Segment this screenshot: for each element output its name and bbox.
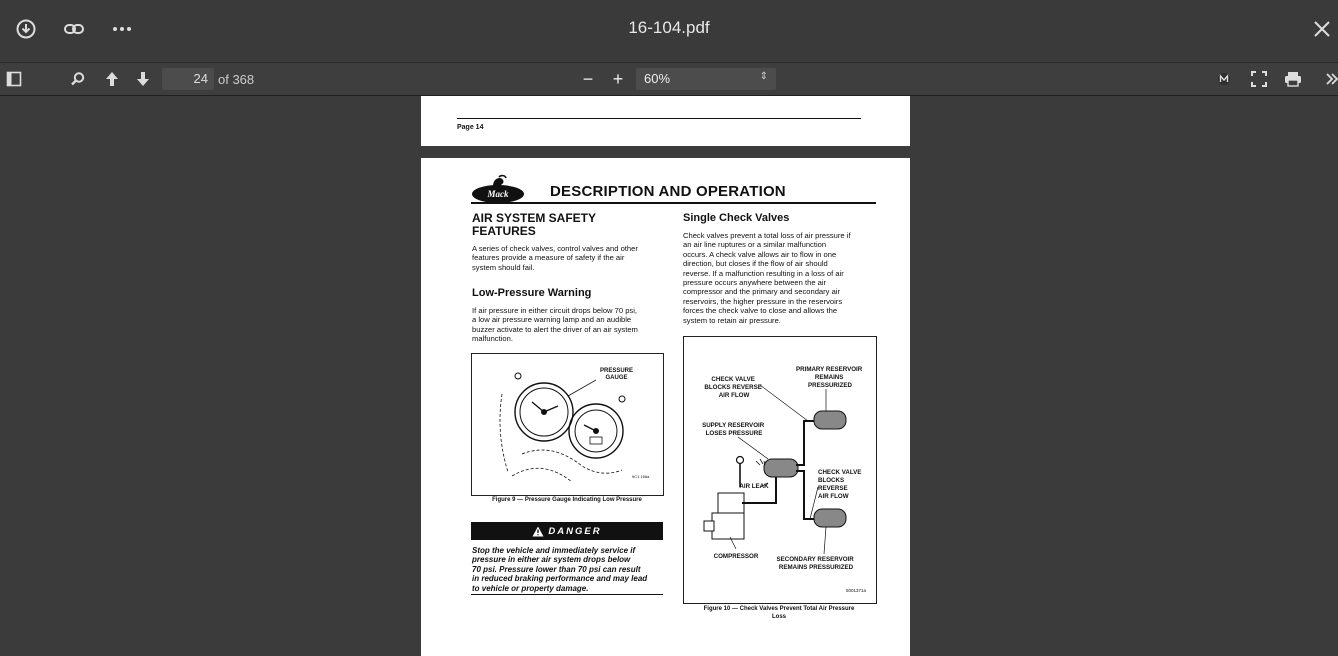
label-check-valve-1: CHECK VALVE BLOCKS REVERSE AIR FLOW bbox=[704, 376, 762, 399]
section-rule bbox=[471, 202, 876, 204]
figure-10-code: 5001371a bbox=[846, 588, 867, 593]
label-supply-reservoir: SUPPLY RESERVOIR LOSES PRESSURE bbox=[702, 422, 765, 437]
close-icon[interactable] bbox=[1310, 17, 1334, 41]
zoom-select[interactable] bbox=[636, 68, 776, 90]
check-valves-text: Check valves prevent a total loss of air pressure if an air line ruptures or a similar malfunction occurs. A check valve allows air to flow in one direction, but closes if the flow of air should reverse. If a malfunction resulting in a loss of air pressure occurs anywhere between the air compressor and the primary and secondary air reservoirs, the higher pressure in the reservoirs forces the check valve to close and allows the system to retain air pressure. bbox=[683, 231, 851, 325]
select-arrows-icon: ⇕ bbox=[759, 71, 768, 82]
previous-page-icon[interactable] bbox=[102, 69, 122, 89]
pdf-toolbar bbox=[0, 63, 1338, 96]
zoom-value: 60% bbox=[644, 71, 671, 86]
more-tools-icon[interactable] bbox=[1322, 69, 1338, 89]
label-secondary-reservoir: SECONDARY RESERVOIR REMAINS PRESSURIZED bbox=[776, 556, 854, 571]
page-header-rule bbox=[457, 118, 861, 119]
current-page bbox=[421, 158, 910, 656]
page-total: of 368 bbox=[218, 72, 255, 87]
print-icon[interactable] bbox=[1283, 69, 1303, 89]
section-title: DESCRIPTION AND OPERATION bbox=[550, 183, 786, 200]
danger-label: DANGER bbox=[548, 525, 602, 537]
previous-page-number: Page 14 bbox=[457, 124, 484, 131]
fullscreen-icon[interactable] bbox=[1249, 69, 1269, 89]
document-title: 16-104.pdf bbox=[628, 18, 710, 37]
figure-9-caption: Figure 9 — Pressure Gauge Indicating Low Pressure bbox=[492, 497, 642, 503]
label-air-leak: AIR LEAK bbox=[739, 483, 769, 490]
mack-logo bbox=[471, 174, 525, 204]
label-compressor: COMPRESSOR bbox=[713, 553, 759, 560]
document-viewer[interactable] bbox=[0, 96, 1338, 656]
figure-10 bbox=[683, 336, 877, 604]
left-intro: A series of check valves, control valves and other features provide a measure of safety if the air system should fail. bbox=[472, 244, 638, 272]
danger-rule bbox=[471, 594, 663, 595]
figure-9 bbox=[471, 353, 664, 496]
danger-banner bbox=[471, 522, 663, 540]
label-check-valve-2: CHECK VALVE BLOCKS REVERSE AIR FLOW bbox=[818, 469, 862, 500]
next-page-icon[interactable] bbox=[133, 69, 153, 89]
figure-10-caption: Figure 10 — Check Valves Prevent Total Air Pressure Loss bbox=[703, 606, 855, 620]
zoom-out-button[interactable]: − bbox=[582, 68, 594, 89]
check-valve-diagram bbox=[684, 337, 876, 603]
page-number-input[interactable]: 24 bbox=[162, 68, 214, 90]
previous-page bbox=[421, 96, 910, 146]
sidebar-toggle-icon[interactable] bbox=[4, 69, 24, 89]
zoom-in-button[interactable]: + bbox=[612, 68, 624, 89]
warning-triangle-icon bbox=[532, 526, 544, 537]
presentation-mode-icon[interactable] bbox=[1214, 69, 1234, 89]
left-heading: AIR SYSTEM SAFETY FEATURES bbox=[472, 211, 597, 238]
title-bar bbox=[0, 0, 1338, 63]
check-valves-heading: Single Check Valves bbox=[683, 212, 790, 224]
low-pressure-text: If air pressure in either circuit drops below 70 psi, a low air pressure warning lamp and an audible buzzer activate to alert the driver of an air system malfunction. bbox=[472, 306, 638, 344]
search-icon[interactable] bbox=[68, 69, 88, 89]
pressure-gauge-label: PRESSURE GAUGE bbox=[600, 368, 634, 381]
figure-9-code: 9C1 168a bbox=[632, 474, 650, 479]
danger-text: Stop the vehicle and immediately service if pressure in either air system drops below 70 psi. Pressure lower than 70 psi can result in reduced braking performance and may lead to vehicle or property damage. bbox=[472, 546, 648, 593]
logo-text: Mack bbox=[487, 189, 509, 199]
low-pressure-heading: Low-Pressure Warning bbox=[472, 287, 592, 299]
label-primary-reservoir: PRIMARY RESERVOIR REMAINS PRESSURIZED bbox=[796, 366, 863, 389]
